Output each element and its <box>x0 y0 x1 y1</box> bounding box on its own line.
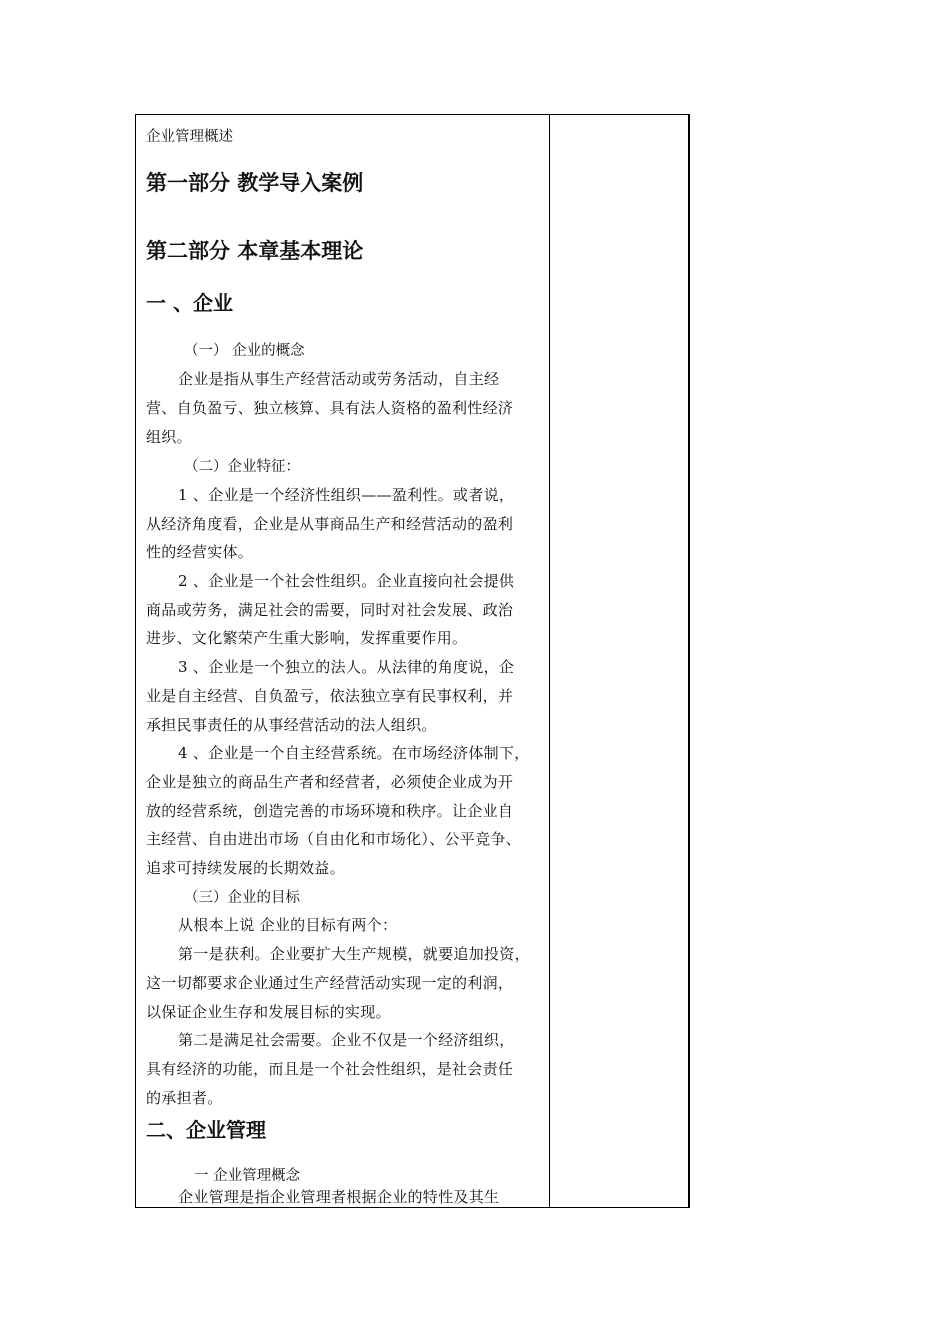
subsection-management-concept: 一 企业管理概念 <box>194 1168 301 1184</box>
section-enterprise-heading: 一 、企业 <box>146 291 233 315</box>
paragraph-line: 进步、文化繁荣产生重大影响，发挥重要作用。 <box>146 629 468 647</box>
paragraph-line: 业是自主经营、自负盈亏，依法独立享有民事权利，并 <box>146 687 514 705</box>
paragraph-line: 追求可持续发展的长期效益。 <box>146 859 345 877</box>
section-management-heading: 二、企业管理 <box>146 1118 266 1142</box>
subsection-goals: （三）企业的目标 <box>184 890 300 906</box>
paragraph-line: 这一切都要求企业通过生产经营活动实现一定的利润， <box>146 974 514 992</box>
paragraph-line: 性的经营实体。 <box>146 543 254 561</box>
chapter-header: 企业管理概述 <box>146 129 233 145</box>
paragraph-line: 从根本上说 企业的目标有两个： <box>178 916 398 934</box>
paragraph-line: 组织。 <box>146 428 192 446</box>
paragraph-line: 具有经济的功能，而且是一个社会性组织，是社会责任 <box>146 1060 514 1078</box>
subsection-concept: （一） 企业的概念 <box>184 343 305 359</box>
notes-cell <box>550 115 688 1207</box>
paragraph-line: 以保证企业生存和发展目标的实现。 <box>146 1003 391 1021</box>
paragraph-line: 4 、企业是一个自主经营系统。在市场经济体制下， <box>178 744 530 762</box>
part-one-heading: 第一部分 教学导入案例 <box>146 171 364 195</box>
paragraph-line: 商品或劳务，满足社会的需要，同时对社会发展、政治 <box>146 601 514 619</box>
paragraph-line: 第一是获利。企业要扩大生产规模，就要追加投资， <box>178 945 530 963</box>
document-table <box>135 114 690 1208</box>
paragraph-line: 放的经营系统，创造完善的市场环境和秩序。让企业自 <box>146 802 514 820</box>
paragraph-line: 企业是指从事生产经营活动或劳务活动，自主经 <box>178 370 500 388</box>
paragraph-line: 主经营、自由进出市场（自由化和市场化）、公平竞争、 <box>146 830 522 848</box>
paragraph-line: 的承担者。 <box>146 1089 223 1107</box>
paragraph-line: 营、自负盈亏、独立核算、具有法人资格的盈利性经济 <box>146 399 514 417</box>
part-two-heading: 第二部分 本章基本理论 <box>146 239 364 263</box>
paragraph-line: 企业管理是指企业管理者根据企业的特性及其生 <box>178 1188 500 1206</box>
paragraph-line: 企业是独立的商品生产者和经营者，必须使企业成为开 <box>146 773 514 791</box>
paragraph-line: 2 、企业是一个社会性组织。企业直接向社会提供 <box>178 572 515 590</box>
paragraph-line: 1 、企业是一个经济性组织——盈利性。或者说， <box>178 486 515 504</box>
paragraph-line: 3 、企业是一个独立的法人。从法律的角度说，企 <box>178 658 515 676</box>
paragraph-line: 第二是满足社会需要。企业不仅是一个经济组织， <box>178 1031 515 1049</box>
paragraph-line: 从经济角度看，企业是从事商品生产和经营活动的盈利 <box>146 515 514 533</box>
subsection-features: （二）企业特征： <box>184 459 300 475</box>
paragraph-line: 承担民事责任的从事经营活动的法人组织。 <box>146 716 437 734</box>
